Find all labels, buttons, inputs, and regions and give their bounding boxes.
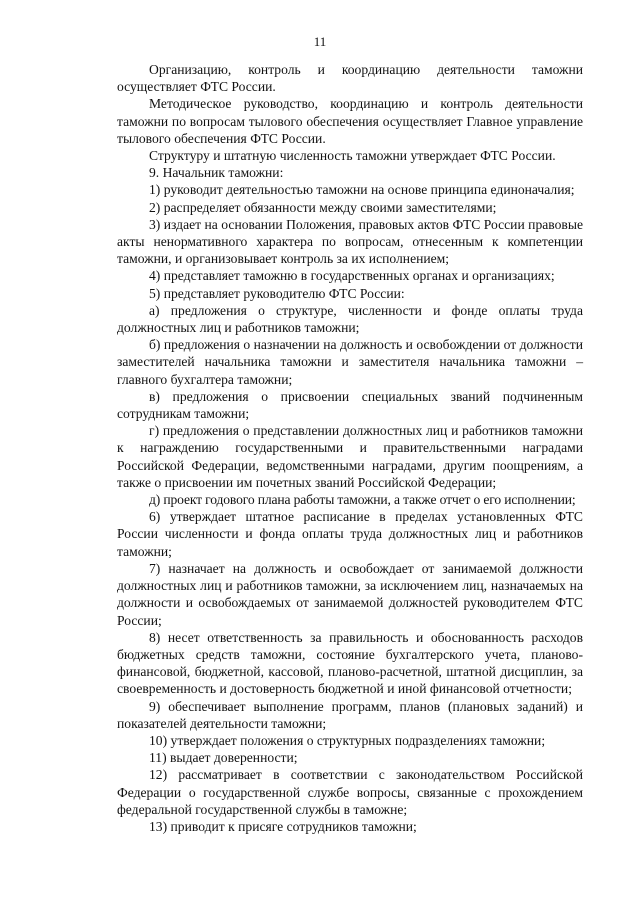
sub-list-item: а) предложения о структуре, численности и фонде оплаты труда должностных лиц и работников таможни; [117, 302, 583, 336]
paragraph-fts-control: Организацию, контроль и координацию деятельности таможни осуществляет ФТС России. [117, 62, 583, 95]
clause-9-heading: 9. Начальник таможни: [149, 165, 284, 181]
list-item: 8) несет ответственность за правильность и обоснованность расходов бюджетных средств таможни, состояние бухгалтерского учета, планово-финансовой, бюджетной, кассовой, планово-расчетной, штатной дисциплин, за своевременность и достоверность бюджетной и иной финансовой отчетности; [117, 629, 583, 697]
list-item: 5) представляет руководителю ФТС России: [149, 285, 405, 301]
sub-list-item: д) проект годового плана работы таможни, а также отчет о его исполнении; [149, 492, 576, 508]
sub-list-item: б) предложения о назначении на должность и освобождении от должности заместителей начальника таможни и заместителя начальника таможни – главного бухгалтера таможни; [117, 337, 583, 387]
paragraph-structure-approval: Структуру и штатную численность таможни утверждает ФТС России. [149, 148, 556, 164]
list-item: 9) обеспечивает выполнение программ, планов (плановых заданий) и показателей деятельности таможни; [117, 698, 583, 731]
list-item: 13) приводит к присяге сотрудников таможни; [149, 818, 417, 834]
sub-list-item: в) предложения о присвоении специальных званий подчиненным сотрудникам таможни; [117, 388, 583, 422]
paragraph-methodical-guidance: Методическое руководство, координацию и контроль деятельности таможни по вопросам тылового обеспечения осуществляет Главное управление тылового обеспечения ФТС России. [117, 96, 583, 146]
list-item: 6) утверждает штатное расписание в пределах установленных ФТС России численности и фонда оплаты труда должностных лиц и работников таможни; [117, 509, 583, 559]
document-body [117, 61, 583, 835]
sub-list-item: г) предложения о представлении должностных лиц и работников таможни к награждению государственными и правительственными наградами Российской Федерации, ведомственными наградами, другим поощрениям, а также о присвоении им почетных званий Российской Федерации; [117, 423, 583, 490]
list-item: 7) назначает на должность и освобождает от занимаемой должности должностных лиц и работников таможни, за исключением лиц, назначаемых на должности и освобождаемых от занимаемой должностей руководителем ФТС России; [117, 560, 583, 628]
list-item: 12) рассматривает в соответствии с законодательством Российской Федерации о государственной службе вопросы, связанные с прохождением федеральной государственной службы в таможне; [117, 767, 583, 817]
list-item: 11) выдает доверенности; [149, 750, 298, 766]
page-number: 11 [313, 34, 327, 49]
list-item: 1) руководит деятельностью таможни на основе принципа единоначалия; [149, 182, 575, 198]
list-item: 3) издает на основании Положения, правовых актов ФТС России правовые акты ненормативного характера по вопросам, отнесенным к компетенции таможни, и организовывает контроль за их исполнением; [117, 216, 583, 267]
list-item: 4) представляет таможню в государственных органах и организациях; [149, 268, 555, 284]
list-item: 2) распределяет обязанности между своими заместителями; [149, 199, 497, 215]
list-item: 10) утверждает положения о структурных подразделениях таможни; [149, 732, 546, 748]
